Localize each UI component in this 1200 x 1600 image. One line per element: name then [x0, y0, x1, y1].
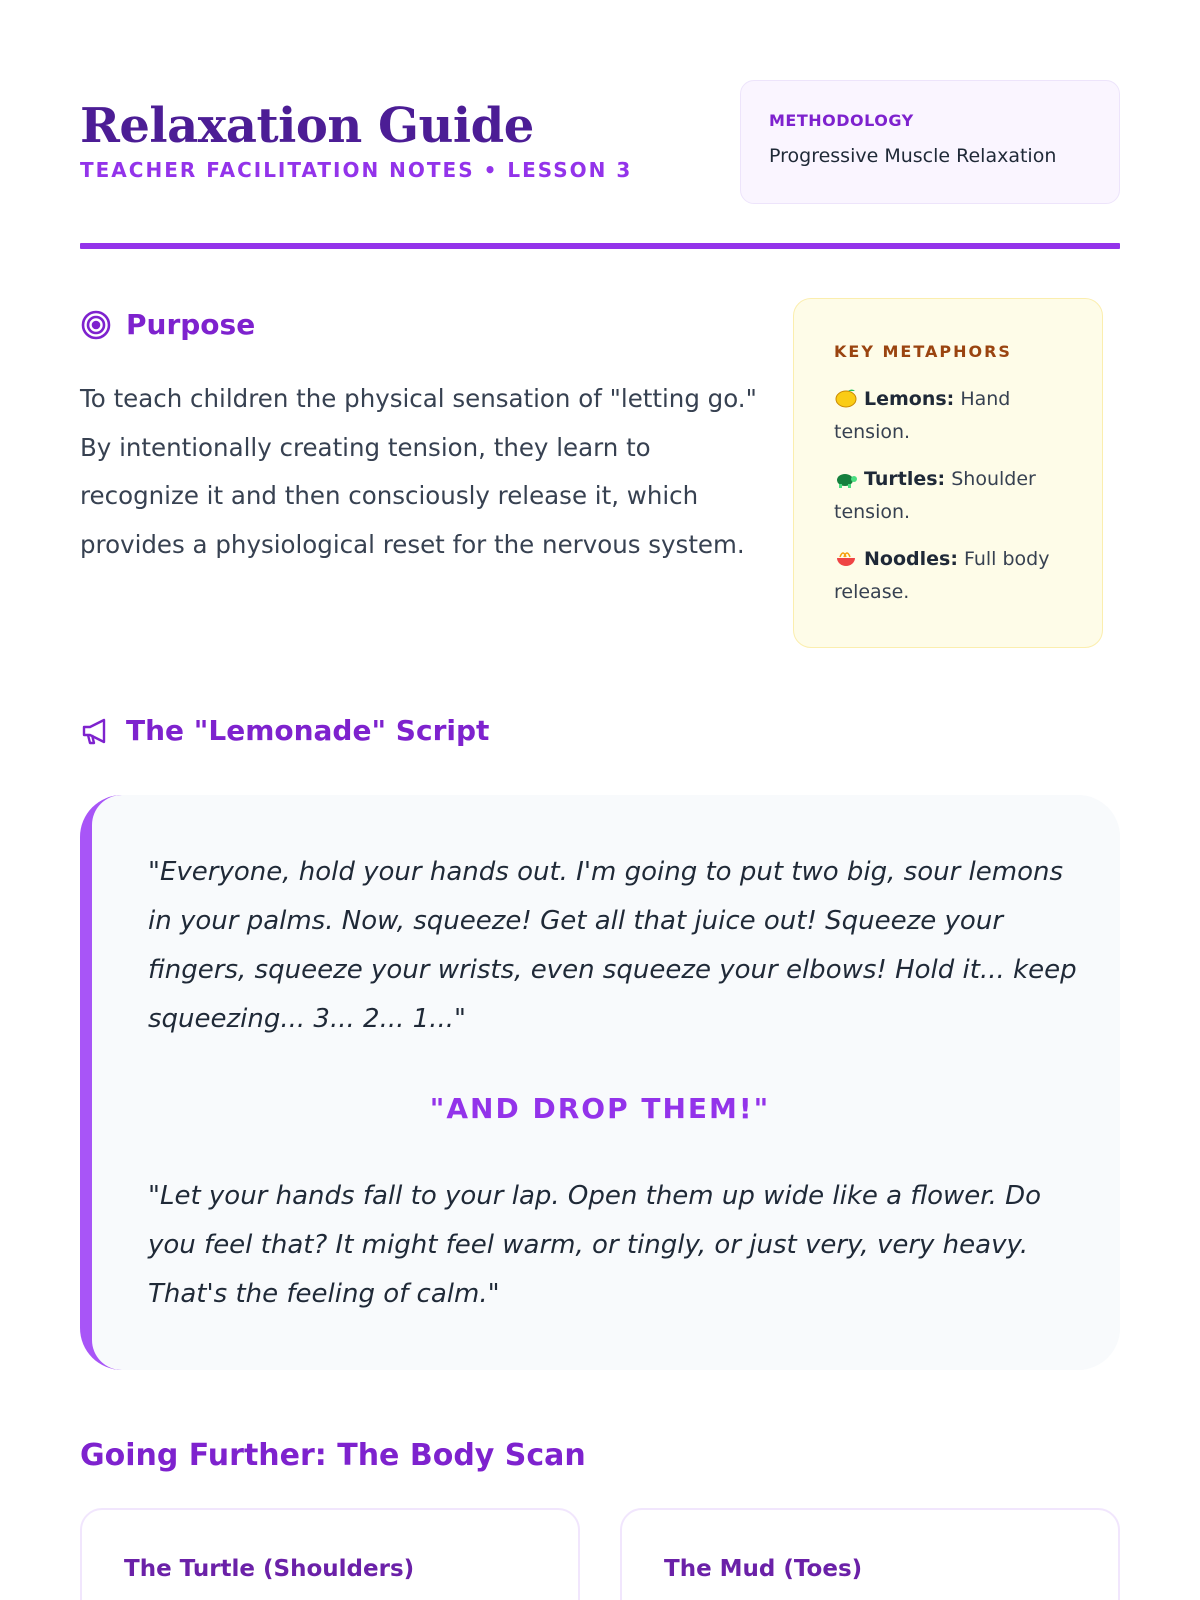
script-heading-text: The "Lemonade" Script	[126, 714, 490, 747]
script-callout: "AND DROP THEM!"	[429, 1092, 771, 1125]
metaphor-desc: Hand tension.	[834, 388, 1011, 443]
key-metaphors-title: KEY METAPHORS	[834, 342, 1012, 361]
target-icon	[80, 309, 112, 341]
methodology-value: Progressive Muscle Relaxation	[769, 145, 1057, 167]
metaphor-desc: Shoulder tension.	[834, 468, 1036, 523]
metaphor-term: Turtles:	[864, 468, 946, 490]
going-further-heading: Going Further: The Body Scan	[80, 1438, 586, 1473]
megaphone-icon	[80, 715, 112, 747]
noodles-icon	[834, 547, 858, 569]
metaphor-term: Lemons:	[864, 388, 955, 410]
relaxation-guide-page	[80, 0, 1120, 1600]
script-paragraph: "Let your hands fall to your lap. Open them up wide like a flower. Do you feel that? It might feel warm, or tingly, or just very, very heavy. That's the feeling of calm."	[148, 1181, 1042, 1309]
body-scan-card	[80, 1508, 580, 1600]
purpose-heading-text: Purpose	[126, 308, 256, 341]
body-scan-card	[620, 1508, 1120, 1600]
metaphor-term: Noodles:	[864, 548, 958, 570]
page-subtitle: TEACHER FACILITATION NOTES • LESSON 3	[80, 158, 633, 182]
script-heading	[80, 714, 489, 747]
metaphor-item	[834, 543, 1074, 609]
methodology-label: METHODOLOGY	[769, 111, 914, 130]
purpose-heading	[80, 308, 255, 341]
lemon-icon	[834, 387, 858, 409]
metaphor-item	[834, 463, 1074, 529]
metaphor-desc: Full body release.	[834, 548, 1050, 603]
methodology-card	[740, 80, 1120, 204]
page-title: Relaxation Guide	[80, 98, 534, 154]
script-paragraph: "Everyone, hold your hands out. I'm going to put two big, sour lemons in your palms. Now, squeeze! Get all that juice out! Squeeze your fingers, squeeze your wrists, even squeeze your elbows! Hold it... keep squeezing... 3... 2... 1..."	[148, 857, 1077, 1034]
header-divider	[80, 243, 1120, 249]
body-scan-card-title: The Turtle (Shoulders)	[124, 1556, 415, 1582]
turtle-icon	[834, 467, 858, 489]
body-scan-card-title: The Mud (Toes)	[664, 1556, 863, 1582]
purpose-text: To teach children the physical sensation of "letting go." By intentionally creating tension, they learn to recognize it and then consciously release it, which provides a physiological reset for the nervous system.	[80, 384, 757, 559]
metaphor-item	[834, 383, 1074, 449]
